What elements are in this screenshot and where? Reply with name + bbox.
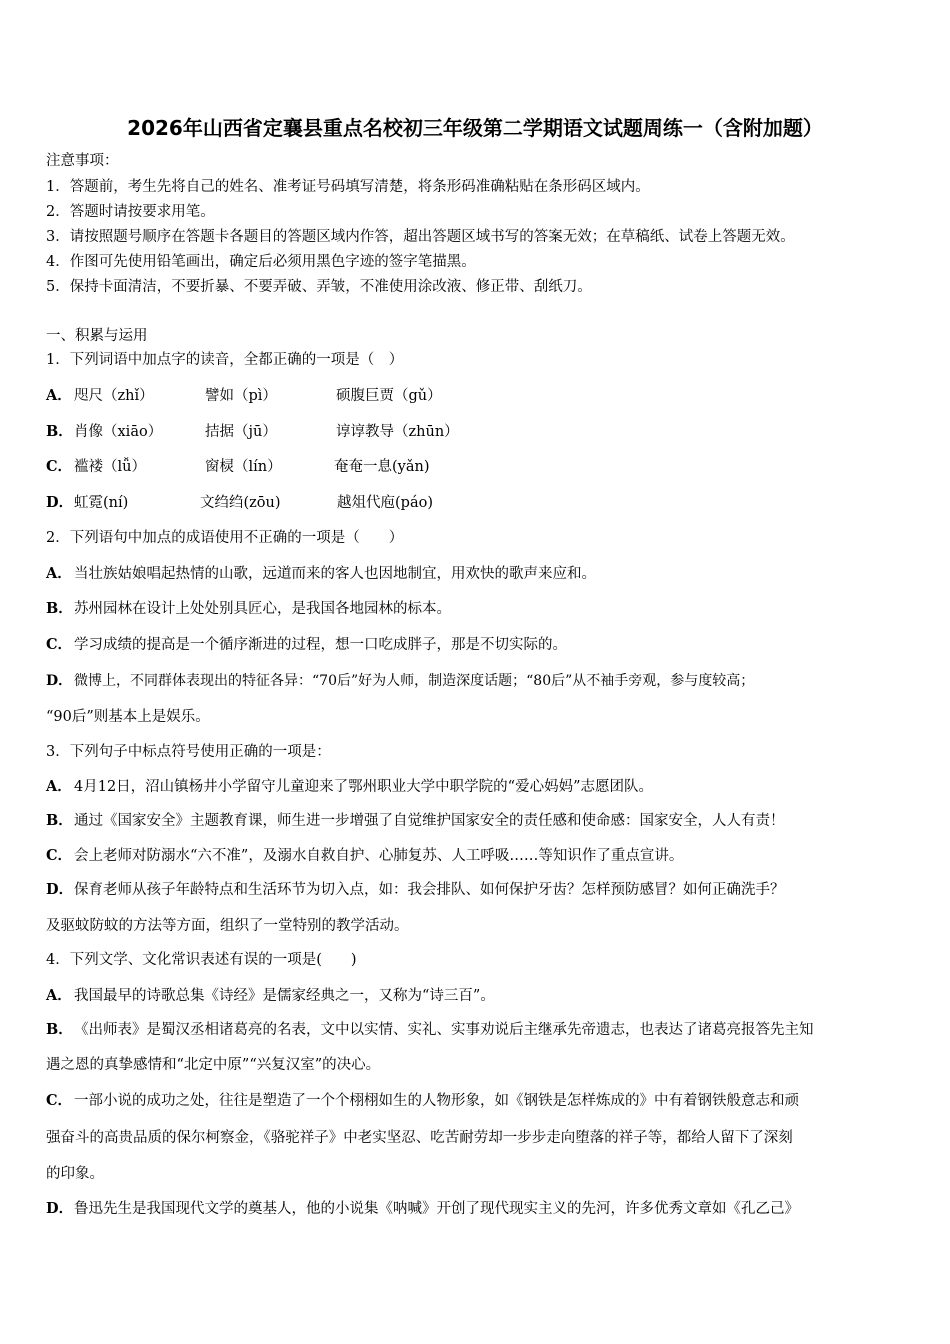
option-label: D． xyxy=(46,494,74,511)
notice-item: 2．答题时请按要求用笔。 xyxy=(46,204,215,220)
option-label: A． xyxy=(46,987,72,1004)
q4-option-c-continued: 强奋斗的高贵品质的保尔柯察金，《骆驼祥子》中老实坚忍、吃苦耐劳却一步步走向堕落的祥子等，都给人留下了深刻 xyxy=(46,1130,793,1146)
q2-option-d xyxy=(46,671,754,691)
option-text: 学习成绩的提高是一个循序渐进的过程，想一口吃成胖子，那是不切实际的。 xyxy=(74,637,567,653)
q2-option-c xyxy=(46,635,567,655)
q1-word: 文绉绉(zōu) xyxy=(200,495,281,511)
q4-option-b-continued: 遇之恩的真挚感情和“北定中原”“兴复汉室”的决心。 xyxy=(46,1057,381,1073)
option-text: 鲁迅先生是我国现代文学的奠基人，他的小说集《呐喊》开创了现代现实主义的先河，许多优秀文章如《孔乙己》 xyxy=(74,1201,799,1217)
q1-word: 譬如（pì） xyxy=(205,388,277,404)
option-label: D． xyxy=(46,1200,74,1217)
q4-option-c-continued: 的印象。 xyxy=(46,1166,104,1182)
q4-option-c xyxy=(46,1091,799,1111)
q1-option-a xyxy=(46,386,74,406)
option-label: D． xyxy=(46,881,74,898)
option-label: C． xyxy=(46,636,73,653)
option-label: A． xyxy=(46,565,72,582)
option-label: C． xyxy=(46,1092,73,1109)
option-text: 一部小说的成功之处，往往是塑造了一个个栩栩如生的人物形象，如《钢铁是怎样炼成的》中有着钢铁般意志和顽 xyxy=(74,1093,799,1109)
option-text: 保育老师从孩子年龄特点和生活环节为切入点，如：我会排队、如何保护牙齿？怎样预防感冒？如何正确洗手？ xyxy=(74,882,785,898)
option-label: A． xyxy=(46,387,72,404)
option-text: 会上老师对防溺水“六不准”，及溺水自救自护、心肺复苏、人工呼吸……等知识作了重点宣讲。 xyxy=(74,848,684,864)
q4-option-b xyxy=(46,1020,814,1040)
notice-item: 1．答题前，考生先将自己的姓名、准考证号码填写清楚，将条形码准确粘贴在条形码区域内。 xyxy=(46,179,650,195)
option-label: B． xyxy=(46,812,73,829)
notice-heading: 注意事项： xyxy=(46,153,119,169)
option-label: C． xyxy=(46,458,73,475)
option-label: C． xyxy=(46,847,73,864)
q1-option-c xyxy=(46,457,74,477)
q4-option-a xyxy=(46,986,495,1006)
q4-option-d xyxy=(46,1199,799,1219)
q1-word: 窗棂（lín） xyxy=(205,459,282,475)
notice-item: 5．保持卡面清洁，不要折暴、不要弄破、弄皱，不准使用涂改液、修正带、刮纸刀。 xyxy=(46,279,592,295)
q3-option-a xyxy=(46,777,653,797)
question-3-stem: 3．下列句子中标点符号使用正确的一项是： xyxy=(46,744,331,760)
page-title: 2026年山西省定襄县重点名校初三年级第二学期语文试题周练一（含附加题） xyxy=(127,116,823,140)
question-2-stem: 2．下列语句中加点的成语使用不正确的一项是（ ） xyxy=(46,530,404,546)
q1-word: 硕腹巨贾（gǔ） xyxy=(336,388,442,404)
option-label: B． xyxy=(46,423,73,440)
option-text: 苏州园林在设计上处处别具匠心，是我国各地园林的标本。 xyxy=(74,601,451,617)
q1-option-b xyxy=(46,422,74,442)
option-label: B． xyxy=(46,1021,73,1038)
q1-word: 谆谆教导（zhūn） xyxy=(336,424,459,440)
q2-option-d-continued: “90后”则基本上是娱乐。 xyxy=(46,709,210,725)
option-label: D． xyxy=(46,673,73,689)
option-label: B． xyxy=(46,600,73,617)
q1-option-d xyxy=(46,493,74,513)
q3-option-b xyxy=(46,811,785,831)
question-4-stem: 4．下列文学、文化常识表述有误的一项是( ) xyxy=(46,952,357,968)
option-text: 微博上，不同群体表现出的特征各异：“70后”好为人师，制造深度话题；“80后”从不袖手旁观，参与度较高； xyxy=(74,673,755,689)
q1-word: 拮据（jū） xyxy=(205,424,277,440)
q3-option-c xyxy=(46,846,683,866)
q2-option-b xyxy=(46,599,451,619)
q1-word: 越俎代庖(páo) xyxy=(337,495,433,511)
option-text: 当壮族姑娘唱起热情的山歌，远道而来的客人也因地制宜，用欢快的歌声来应和。 xyxy=(74,566,596,582)
notice-item: 4．作图可先使用铅笔画出，确定后必须用黑色字迹的签字笔描黑。 xyxy=(46,254,476,270)
option-label: A． xyxy=(46,778,72,795)
option-text: 4月12日，沼山镇杨井小学留守儿童迎来了鄂州职业大学中职学院的“爱心妈妈”志愿团队。 xyxy=(74,779,653,795)
option-text: 通过《国家安全》主题教育课，师生进一步增强了自觉维护国家安全的责任感和使命感：国家安全，人人有责！ xyxy=(74,813,785,829)
option-text: 我国最早的诗歌总集《诗经》是儒家经典之一，又称为“诗三百”。 xyxy=(74,988,495,1004)
section-heading: 一、积累与运用 xyxy=(46,328,148,344)
q1-word: 虹霓(ní) xyxy=(74,495,129,511)
q1-word: 咫尺（zhǐ） xyxy=(74,388,154,404)
notice-item: 3．请按照题号顺序在答题卡各题目的答题区域内作答，超出答题区域书写的答案无效；在草稿纸、试卷上答题无效。 xyxy=(46,229,795,245)
q3-option-d xyxy=(46,880,785,900)
q2-option-a xyxy=(46,564,596,584)
q1-word: 奄奄一息(yǎn) xyxy=(334,459,430,475)
question-1-stem: 1．下列词语中加点字的读音，全都正确的一项是（ ） xyxy=(46,352,404,368)
q1-word: 褴褛（lǚ） xyxy=(74,459,146,475)
q3-option-d-continued: 及驱蚊防蚊的方法等方面，组织了一堂特别的教学活动。 xyxy=(46,918,409,934)
q1-word: 肖像（xiāo） xyxy=(74,424,163,440)
option-text: 《出师表》是蜀汉丞相诸葛亮的名表，文中以实情、实礼、实事劝说后主继承先帝遗志，也表达了诸葛亮报答先主知 xyxy=(74,1022,814,1038)
